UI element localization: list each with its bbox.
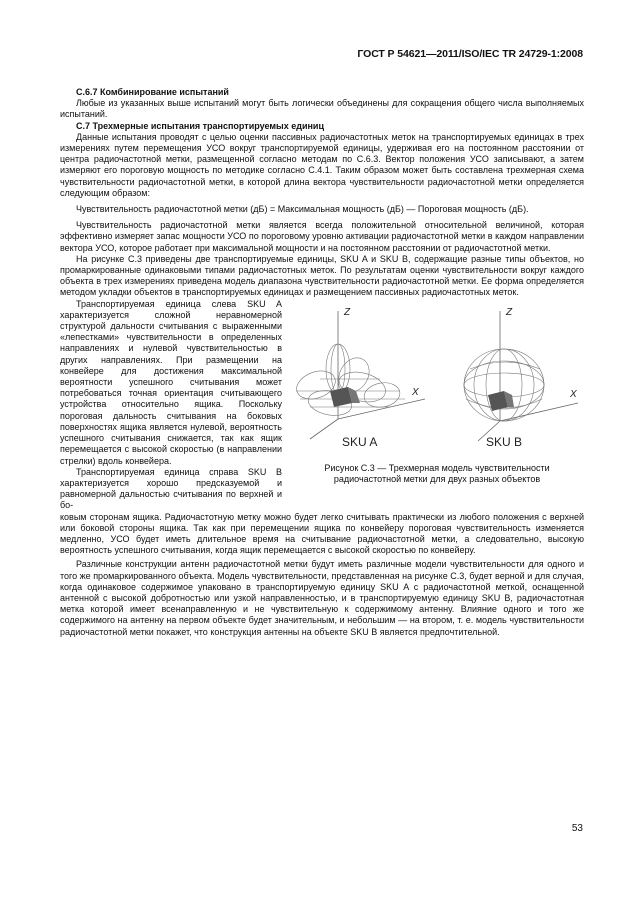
section-c7-paragraph-2: Чувствительность радиочастотной метки является всегда положительной относительной величиной, которая эффективно измеряет запас мощности УСО по пороговому уровню активации радиочастотной метки в каждом направлении вектора УСО, которое работает при максимальной мощности и на постоянном расстоянии от радиочастотной метки. — [60, 220, 584, 253]
section-c7-paragraph-5: Различные конструкции антенн радиочастотной метки будут иметь различные модели чувствительности для одного и того же промаркированного объекта. Модель чувствительности, представленная на рисунке С.3, будет верной и для случая, когда одинаковое содержимое упаковано в транспортируемую единицу SKU A с радиочастотной меткой, оснащенной антенной с высокой добротностью или узкой направленностью, и в транспортируемую единицу SKU B, радиочастотная метка которой имеет всенаправленную и не чувствительную к содержимому антенну. Влияние одного и того же содержимого на антенну на первом объекте будет значительным, и небольшим — на втором, т. е. модель чувствительности радиочастотной метки покажет, что конструкция антенны на объекте SKU B является предпочтительной. — [60, 559, 584, 637]
sku-b-paragraph: Транспортируемая единица справа SKU B характеризуется хорошо предсказуемой и равномерной дальностью считывания по верхней и бо- — [60, 466, 282, 511]
text-with-figure — [60, 299, 584, 512]
axis-z-label-a: Z — [344, 306, 351, 318]
section-c7-paragraph-4: ковым сторонам ящика. Радиочастотную метку можно будет легко считывать практически из любого положения с верхней или боковой стороны ящика. Так как при перемещении ящика по конвейеру пороговая чувствительность изменяется медленно, УСО будет иметь длительное время на считывание радиочастотной метки, а следовательно, высокую вероятность успешного считывания, когда ящик перемещается с высокой скоростью по конвейеру. — [60, 511, 584, 556]
figure-caption: Рисунок С.3 — Трехмерная модель чувствительности радиочастотной метки для двух разных объектов — [324, 462, 550, 484]
sku-a-model — [293, 311, 425, 439]
sku-b-label: SKU B — [486, 434, 523, 449]
section-c67-paragraph: Любые из указанных выше испытаний могут быть логически объединены для сокращения общего числа выполняемых испытаний. — [60, 98, 584, 120]
page-header: ГОСТ Р 54621—2011/ISO/IEC TR 24729-1:2008 — [357, 48, 583, 60]
sku-a-label: SKU A — [342, 434, 378, 449]
axis-x-label-b: X — [570, 388, 577, 400]
section-c7-paragraph-1: Данные испытания проводят с целью оценки пассивных радиочастотных меток на транспортируемых единицах в трех измерениях путем перемещения УСО вокруг транспортируемой единицы, удерживая его на постоянном расстоянии от центра радиочастотной метки, размещенной согласно методам по С.6.3. Вектор положения УСО записывают, а затем измеряют его пороговую мощность по методике согласно С.4.1. Таким образом может быть составлена трехмерная схема чувствительности радиочастотной метки, в которой длина вектора чувствительности радиочастотной метки определяется следующим образом: — [60, 131, 584, 198]
page-number: 53 — [571, 823, 583, 834]
axis-z-label-b: Z — [506, 306, 513, 318]
section-c67-title: С.6.7 Комбинирование испытаний — [76, 87, 229, 97]
section-c7-title: С.7 Трехмерные испытания транспортируемых единиц — [76, 120, 324, 131]
sku-b-model — [464, 311, 578, 441]
sensitivity-models-image — [290, 299, 584, 459]
axis-x-label-a: X — [412, 386, 419, 398]
left-text-column — [60, 299, 282, 512]
sensitivity-formula: Чувствительность радиочастотной метки (дБ) = Максимальная мощность (дБ) — Пороговая мощность (дБ). — [76, 204, 529, 215]
page-content — [60, 87, 584, 638]
sku-a-paragraph: Транспортируемая единица слева SKU A характеризуется сложной неравномерной структурой дальности считывания с выраженными «лепестками» чувствительности в определенных направлениях и нулевой чувствительностью в других направлениях. При размещении на конвейере для достижения максимальной вероятности успешного считывания может потребоваться точная ориентация считывающего устройства относительно ящика. Поскольку пороговая дальность считывания на боковых поверхностях ящика является нулевой, вероятность успешного считывания снижается, так как ящик перемещается с высокой скоростью (в направлении стрелки) вдоль конвейера. — [60, 298, 282, 466]
figure-c3 — [290, 299, 584, 485]
section-c7-paragraph-3: На рисунке С.3 приведены две транспортируемые единицы, SKU A и SKU B, содержащие разные типы объектов, но промаркированные одинаковыми типами радиочастотных меток. По результатам оценки чувствительности вокруг каждого объекта в трех измерениях приведена модель диапазона чувствительности радиочастотной метки. Ее форма определяется методом укладки объектов в транспортируемых единицах и размещением пассивных радиочастотных меток. — [60, 253, 584, 298]
